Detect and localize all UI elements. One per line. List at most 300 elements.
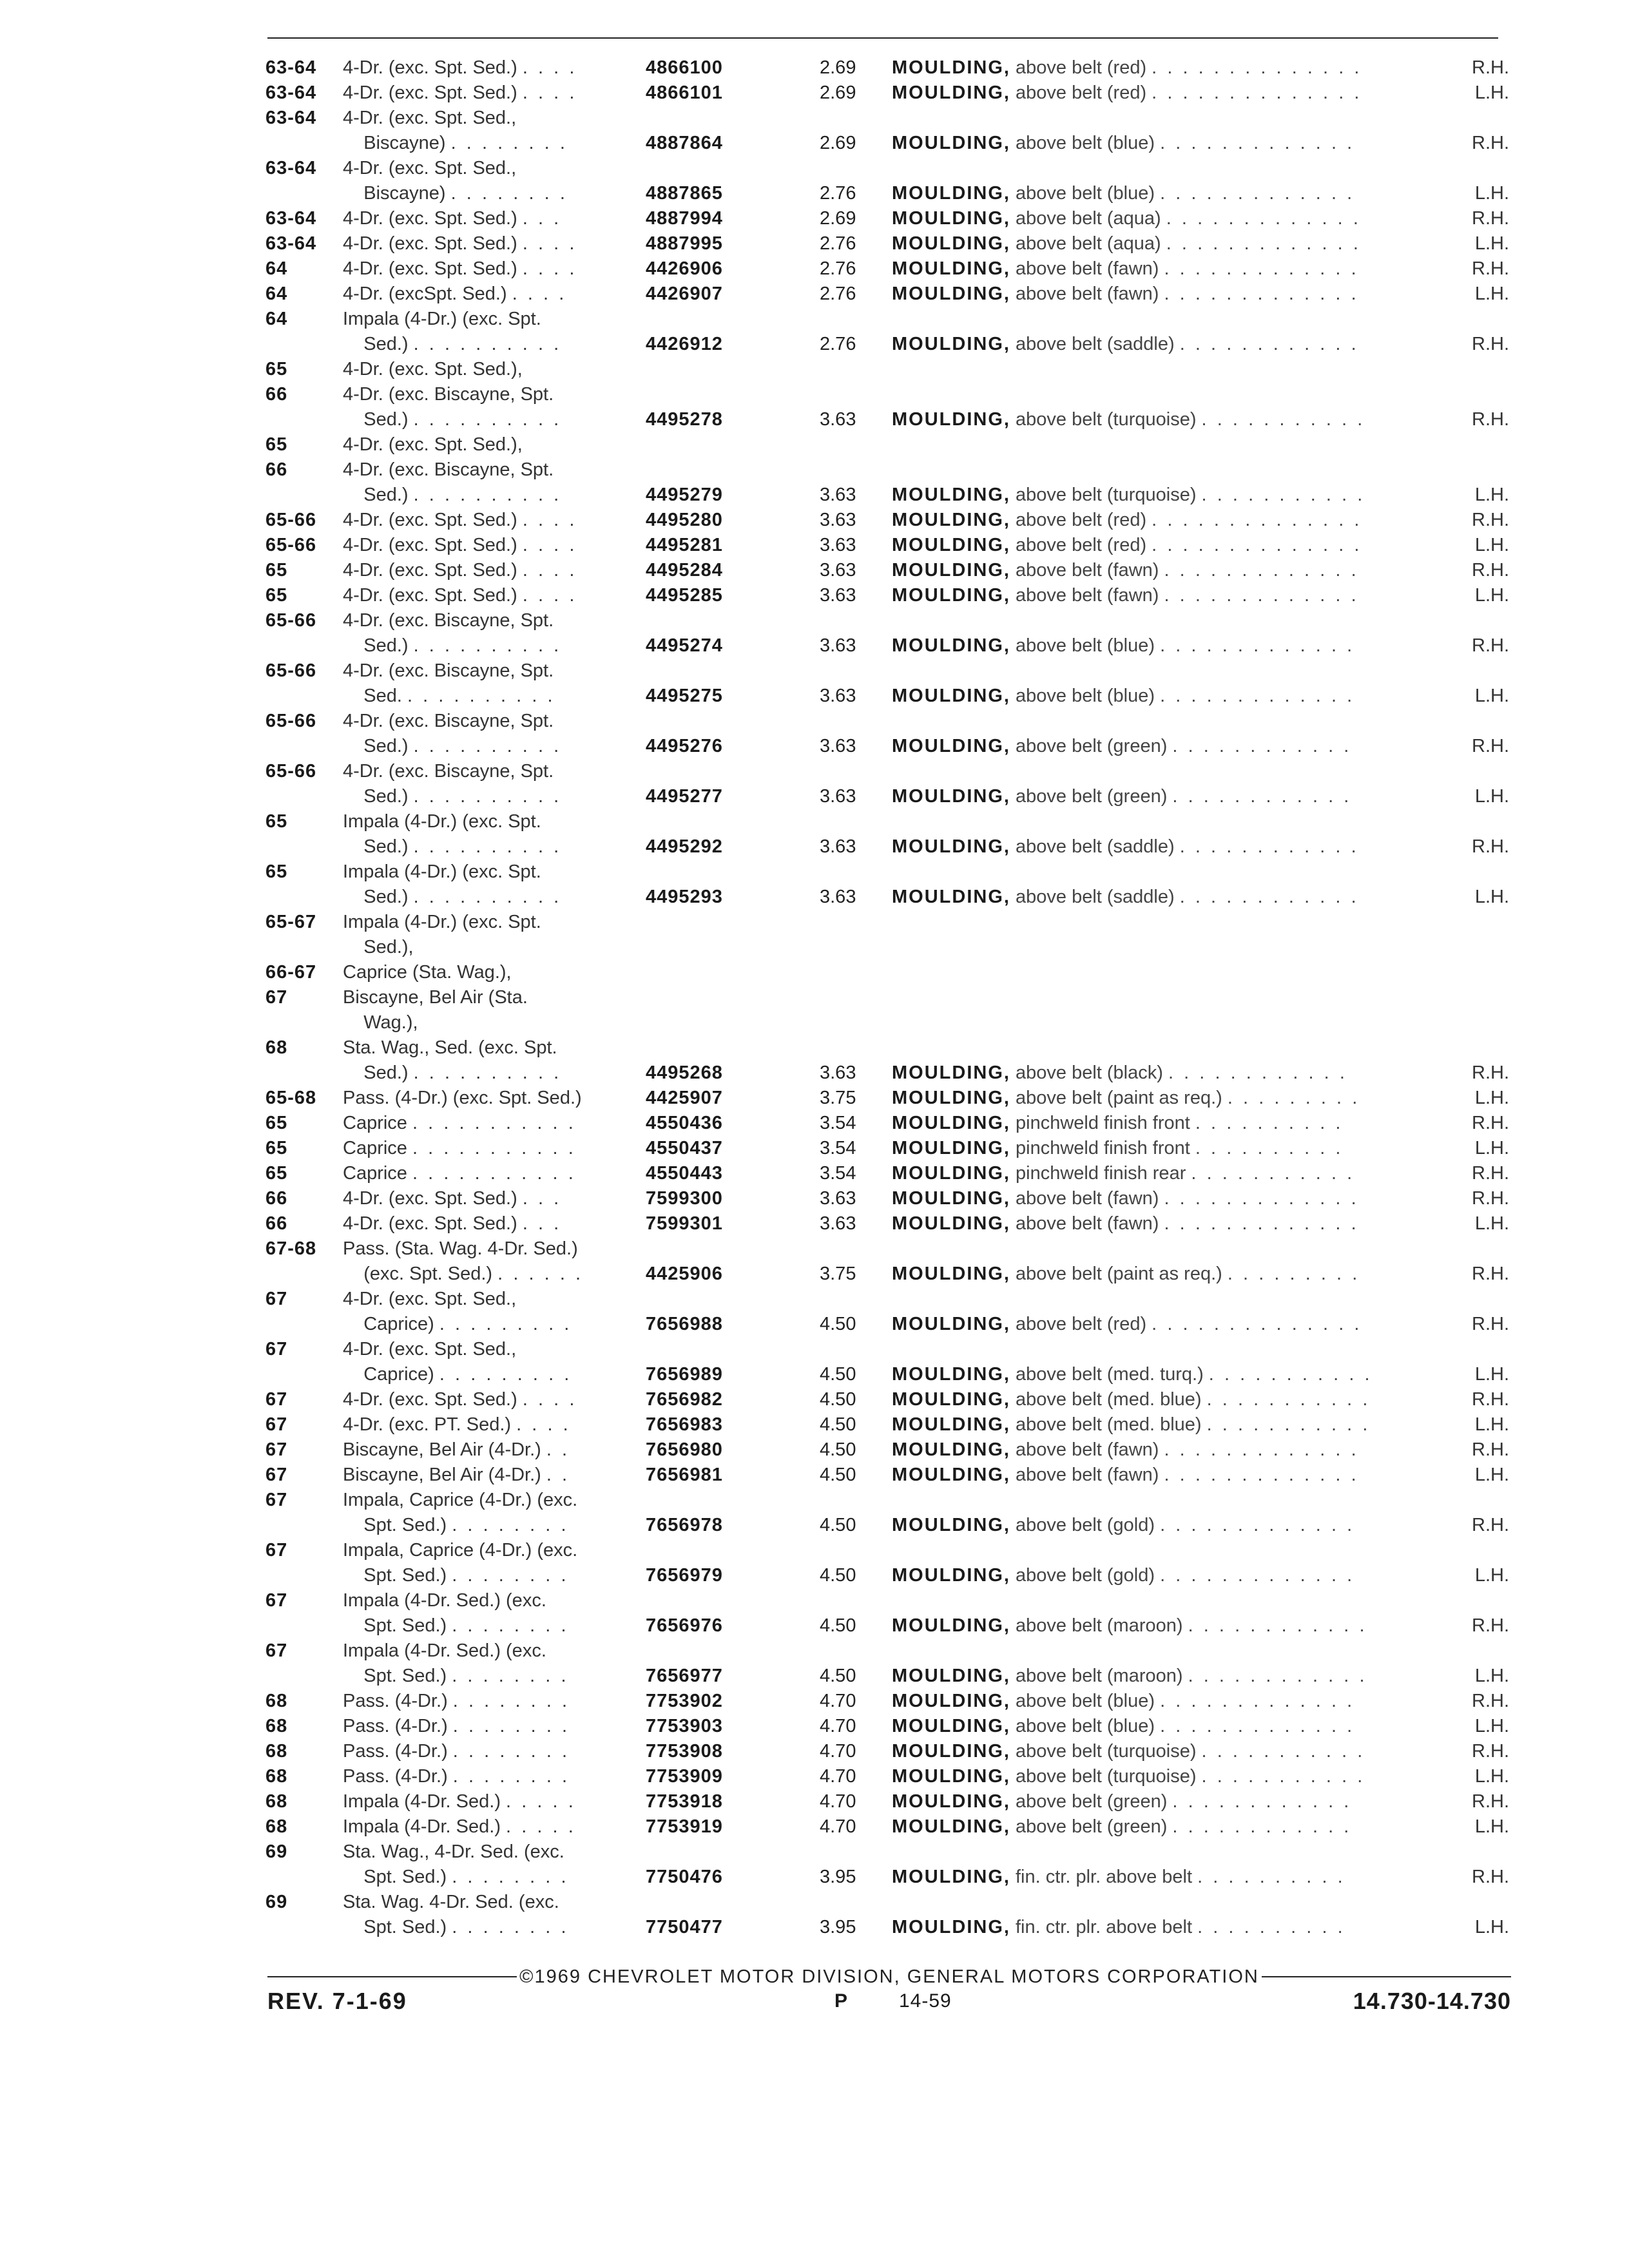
side-designation: R.H. bbox=[1472, 1615, 1509, 1636]
part-number: 4887864 bbox=[646, 133, 723, 153]
part-description bbox=[892, 181, 1438, 206]
table-row bbox=[265, 709, 1509, 734]
model-year: 66-67 bbox=[265, 962, 317, 983]
price: 4.50 bbox=[820, 1314, 856, 1334]
table-row bbox=[265, 1236, 1509, 1262]
part-number bbox=[646, 1538, 820, 1563]
price: 4.70 bbox=[820, 1766, 856, 1787]
price: 4.70 bbox=[820, 1691, 856, 1711]
part-name: MOULDING, bbox=[892, 1439, 1010, 1460]
table-row bbox=[265, 608, 1509, 633]
model-year bbox=[265, 1262, 343, 1287]
model-year: 65-68 bbox=[265, 1088, 317, 1108]
part-name: MOULDING, bbox=[892, 1314, 1010, 1334]
part-number: 4426912 bbox=[646, 334, 723, 354]
table-row bbox=[265, 1613, 1509, 1639]
part-number: 4495281 bbox=[646, 535, 723, 555]
part-detail: above belt (red) . . . . . . . . . . . . . . bbox=[1010, 57, 1360, 78]
part-number: 7656976 bbox=[646, 1615, 723, 1636]
part-name: MOULDING, bbox=[892, 635, 1010, 656]
part-detail: above belt (fawn) . . . . . . . . . . . . . bbox=[1010, 1213, 1356, 1234]
side-designation bbox=[1438, 658, 1509, 684]
side-designation bbox=[1438, 1337, 1509, 1362]
model-description: Sed.) . . . . . . . . . . bbox=[343, 887, 559, 907]
side-designation: L.H. bbox=[1474, 1666, 1509, 1686]
part-description bbox=[892, 1312, 1438, 1337]
table-row bbox=[265, 1387, 1509, 1412]
model-description: Spt. Sed.) . . . . . . . . bbox=[343, 1565, 566, 1586]
part-description bbox=[892, 1010, 1438, 1035]
price bbox=[820, 960, 892, 985]
part-number bbox=[646, 1287, 820, 1312]
price: 3.63 bbox=[820, 535, 856, 555]
model-description: 4-Dr. (exc. Biscayne, Spt. bbox=[343, 459, 554, 480]
model-year: 66 bbox=[265, 1213, 288, 1234]
part-description bbox=[892, 1287, 1438, 1312]
side-designation bbox=[1438, 1287, 1509, 1312]
part-description bbox=[892, 684, 1438, 709]
side-designation: R.H. bbox=[1472, 836, 1509, 857]
table-row bbox=[265, 583, 1509, 608]
table-row bbox=[265, 834, 1509, 860]
part-number: 7599300 bbox=[646, 1188, 723, 1209]
part-detail: above belt (gold) . . . . . . . . . . . . . bbox=[1010, 1565, 1353, 1586]
part-name: MOULDING, bbox=[892, 284, 1010, 304]
side-designation: R.H. bbox=[1472, 133, 1509, 153]
part-number bbox=[646, 357, 820, 382]
part-number: 7753908 bbox=[646, 1741, 723, 1762]
table-row bbox=[265, 1086, 1509, 1111]
part-description bbox=[892, 106, 1438, 131]
part-number bbox=[646, 156, 820, 181]
part-name: MOULDING, bbox=[892, 1565, 1010, 1586]
part-detail: above belt (blue) . . . . . . . . . . . . . bbox=[1010, 183, 1353, 204]
model-description: Pass. (4-Dr.) (exc. Spt. Sed.) bbox=[343, 1088, 582, 1108]
side-designation bbox=[1438, 357, 1509, 382]
price: 3.63 bbox=[820, 686, 856, 706]
part-number: 4495275 bbox=[646, 686, 723, 706]
part-description bbox=[892, 1513, 1438, 1538]
side-designation: R.H. bbox=[1472, 1062, 1509, 1083]
price bbox=[820, 1538, 892, 1563]
side-designation bbox=[1438, 759, 1509, 784]
part-number bbox=[646, 860, 820, 885]
part-name: MOULDING, bbox=[892, 1264, 1010, 1284]
model-description: Sta. Wag., 4-Dr. Sed. (exc. bbox=[343, 1841, 564, 1862]
model-description: 4-Dr. (exc. Spt. Sed., bbox=[343, 158, 517, 178]
side-designation: L.H. bbox=[1474, 1414, 1509, 1435]
part-number: 4866100 bbox=[646, 57, 723, 78]
part-number bbox=[646, 382, 820, 407]
model-year bbox=[265, 1061, 343, 1086]
price: 2.69 bbox=[820, 82, 856, 103]
model-year: 67 bbox=[265, 987, 288, 1008]
model-description: Impala (4-Dr. Sed.) (exc. bbox=[343, 1640, 546, 1661]
part-description bbox=[892, 206, 1438, 231]
price: 3.63 bbox=[820, 1062, 856, 1083]
part-detail: above belt (paint as req.) . . . . . . . . . bbox=[1010, 1088, 1358, 1108]
part-description bbox=[892, 1689, 1438, 1714]
part-name: MOULDING, bbox=[892, 686, 1010, 706]
part-number bbox=[646, 985, 820, 1010]
part-number: 4426907 bbox=[646, 284, 723, 304]
part-number bbox=[646, 910, 820, 935]
part-name: MOULDING, bbox=[892, 1691, 1010, 1711]
part-description bbox=[892, 156, 1438, 181]
model-year: 67 bbox=[265, 1439, 288, 1460]
part-description bbox=[892, 608, 1438, 633]
part-description bbox=[892, 457, 1438, 483]
side-designation bbox=[1438, 106, 1509, 131]
part-description bbox=[892, 1563, 1438, 1588]
part-description bbox=[892, 1035, 1438, 1061]
table-row bbox=[265, 684, 1509, 709]
side-designation: R.H. bbox=[1472, 1314, 1509, 1334]
table-row bbox=[265, 734, 1509, 759]
part-number: 7753902 bbox=[646, 1691, 723, 1711]
part-name: MOULDING, bbox=[892, 1666, 1010, 1686]
price: 2.76 bbox=[820, 233, 856, 254]
part-number: 7656982 bbox=[646, 1389, 723, 1410]
table-row bbox=[265, 231, 1509, 256]
table-row bbox=[265, 1463, 1509, 1488]
table-row bbox=[265, 985, 1509, 1010]
table-row bbox=[265, 282, 1509, 307]
model-year bbox=[265, 131, 343, 156]
table-row bbox=[265, 206, 1509, 231]
part-number: 7753909 bbox=[646, 1766, 723, 1787]
price: 3.95 bbox=[820, 1917, 856, 1937]
group-number-range: 14.730-14.730 bbox=[1353, 1988, 1511, 2014]
part-number: 7656977 bbox=[646, 1666, 723, 1686]
part-name: MOULDING, bbox=[892, 1364, 1010, 1385]
model-description: 4-Dr. (exc. Spt. Sed.) . . . . bbox=[343, 258, 575, 279]
part-number bbox=[646, 1890, 820, 1915]
part-number: 7656989 bbox=[646, 1364, 723, 1385]
top-rule bbox=[267, 37, 1498, 39]
model-description: Biscayne, Bel Air (Sta. bbox=[343, 987, 528, 1008]
price: 2.69 bbox=[820, 208, 856, 229]
part-number bbox=[646, 1840, 820, 1865]
part-detail: above belt (black) . . . . . . . . . . . . bbox=[1010, 1062, 1345, 1083]
part-description bbox=[892, 885, 1438, 910]
part-number bbox=[646, 1588, 820, 1613]
part-detail: above belt (fawn) . . . . . . . . . . . . . bbox=[1010, 1465, 1356, 1485]
part-number: 7753903 bbox=[646, 1716, 723, 1736]
table-row bbox=[265, 1639, 1509, 1664]
side-designation bbox=[1438, 156, 1509, 181]
table-row bbox=[265, 508, 1509, 533]
side-designation: L.H. bbox=[1474, 1565, 1509, 1586]
part-name: MOULDING, bbox=[892, 1062, 1010, 1083]
table-row bbox=[265, 1061, 1509, 1086]
part-name: MOULDING, bbox=[892, 208, 1010, 229]
model-year bbox=[265, 1915, 343, 1940]
part-detail: pinchweld finish front . . . . . . . . . . bbox=[1010, 1138, 1341, 1158]
model-description: Biscayne) . . . . . . . . bbox=[343, 183, 565, 204]
model-year bbox=[265, 1010, 343, 1035]
price bbox=[820, 1639, 892, 1664]
part-number bbox=[646, 457, 820, 483]
model-year: 65 bbox=[265, 1113, 288, 1133]
table-row bbox=[265, 910, 1509, 935]
side-designation: L.H. bbox=[1474, 686, 1509, 706]
model-description: Sed.) . . . . . . . . . . bbox=[343, 485, 559, 505]
table-row bbox=[265, 81, 1509, 106]
model-description: Impala (4-Dr. Sed.) . . . . . bbox=[343, 1816, 574, 1837]
model-description: 4-Dr. (exc. Biscayne, Spt. bbox=[343, 711, 554, 731]
price bbox=[820, 709, 892, 734]
part-name: MOULDING, bbox=[892, 887, 1010, 907]
model-description: Caprice) . . . . . . . . . bbox=[343, 1314, 570, 1334]
model-description: 4-Dr. (exc. Biscayne, Spt. bbox=[343, 761, 554, 782]
model-year: 63-64 bbox=[265, 57, 317, 78]
part-description bbox=[892, 1664, 1438, 1689]
table-row bbox=[265, 1538, 1509, 1563]
part-detail: above belt (fawn) . . . . . . . . . . . . . bbox=[1010, 1188, 1356, 1209]
part-detail: above belt (turquoise) . . . . . . . . . . . bbox=[1010, 1766, 1363, 1787]
model-year bbox=[265, 1362, 343, 1387]
table-row bbox=[265, 483, 1509, 508]
part-name: MOULDING, bbox=[892, 1615, 1010, 1636]
model-year: 68 bbox=[265, 1716, 288, 1736]
model-description: Spt. Sed.) . . . . . . . . bbox=[343, 1867, 566, 1887]
part-description bbox=[892, 1639, 1438, 1664]
part-description bbox=[892, 834, 1438, 860]
price bbox=[820, 985, 892, 1010]
side-designation: L.H. bbox=[1474, 284, 1509, 304]
model-description: Impala (4-Dr. Sed.) (exc. bbox=[343, 1590, 546, 1611]
table-row bbox=[265, 55, 1509, 81]
price: 3.63 bbox=[820, 585, 856, 606]
side-designation: R.H. bbox=[1472, 258, 1509, 279]
side-designation: L.H. bbox=[1474, 1213, 1509, 1234]
table-row bbox=[265, 1689, 1509, 1714]
part-name: MOULDING, bbox=[892, 585, 1010, 606]
model-description: 4-Dr. (exc. Biscayne, Spt. bbox=[343, 610, 554, 631]
part-number: 7750477 bbox=[646, 1917, 723, 1937]
side-designation: L.H. bbox=[1474, 1088, 1509, 1108]
part-name: MOULDING, bbox=[892, 57, 1010, 78]
part-description bbox=[892, 1437, 1438, 1463]
part-description bbox=[892, 709, 1438, 734]
table-row bbox=[265, 809, 1509, 834]
part-number: 7753919 bbox=[646, 1816, 723, 1837]
part-name: MOULDING, bbox=[892, 836, 1010, 857]
price bbox=[820, 1287, 892, 1312]
price bbox=[820, 860, 892, 885]
part-detail: above belt (turquoise) . . . . . . . . . . . bbox=[1010, 409, 1363, 430]
model-year: 64 bbox=[265, 309, 288, 329]
model-description: 4-Dr. (exc. Spt. Sed.), bbox=[343, 434, 523, 455]
part-number: 4426906 bbox=[646, 258, 723, 279]
model-year: 65-66 bbox=[265, 535, 317, 555]
price: 3.54 bbox=[820, 1113, 856, 1133]
part-description bbox=[892, 1186, 1438, 1211]
table-row bbox=[265, 1890, 1509, 1915]
model-year: 65-66 bbox=[265, 761, 317, 782]
model-description: Impala, Caprice (4-Dr.) (exc. bbox=[343, 1490, 578, 1510]
part-detail: above belt (red) . . . . . . . . . . . . . . bbox=[1010, 1314, 1360, 1334]
model-description: Pass. (4-Dr.) . . . . . . . . bbox=[343, 1741, 568, 1762]
part-number: 4887995 bbox=[646, 233, 723, 254]
model-year: 65-66 bbox=[265, 510, 317, 530]
page-number: 14-59 bbox=[899, 1990, 952, 2012]
side-designation bbox=[1438, 809, 1509, 834]
part-number: 4495292 bbox=[646, 836, 723, 857]
price: 4.50 bbox=[820, 1414, 856, 1435]
part-number: 4495280 bbox=[646, 510, 723, 530]
model-year bbox=[265, 1865, 343, 1890]
part-number: 7656978 bbox=[646, 1515, 723, 1535]
part-description bbox=[892, 1739, 1438, 1764]
part-number bbox=[646, 759, 820, 784]
model-description: Sed.) . . . . . . . . . . bbox=[343, 635, 559, 656]
table-row bbox=[265, 382, 1509, 407]
part-detail: above belt (aqua) . . . . . . . . . . . . . bbox=[1010, 208, 1358, 229]
model-description: 4-Dr. (exc. PT. Sed.) . . . . bbox=[343, 1414, 568, 1435]
price: 3.63 bbox=[820, 1213, 856, 1234]
model-year: 67 bbox=[265, 1590, 288, 1611]
price: 3.75 bbox=[820, 1088, 856, 1108]
part-description bbox=[892, 1789, 1438, 1814]
side-designation: L.H. bbox=[1474, 1766, 1509, 1787]
part-number: 4495274 bbox=[646, 635, 723, 656]
model-year bbox=[265, 935, 343, 960]
part-detail: above belt (saddle) . . . . . . . . . . . . bbox=[1010, 887, 1356, 907]
table-row bbox=[265, 1814, 1509, 1840]
part-number: 4425906 bbox=[646, 1264, 723, 1284]
model-description: Caprice . . . . . . . . . . . bbox=[343, 1163, 574, 1184]
part-name: MOULDING, bbox=[892, 1791, 1010, 1812]
price bbox=[820, 1840, 892, 1865]
side-designation: R.H. bbox=[1472, 1264, 1509, 1284]
side-designation: L.H. bbox=[1474, 1816, 1509, 1837]
part-detail: above belt (blue) . . . . . . . . . . . . . bbox=[1010, 635, 1353, 656]
part-description bbox=[892, 658, 1438, 684]
side-designation: L.H. bbox=[1474, 535, 1509, 555]
price bbox=[820, 382, 892, 407]
part-number bbox=[646, 935, 820, 960]
side-designation bbox=[1438, 860, 1509, 885]
side-designation: L.H. bbox=[1474, 585, 1509, 606]
side-designation bbox=[1438, 910, 1509, 935]
side-designation: R.H. bbox=[1472, 560, 1509, 581]
model-year: 68 bbox=[265, 1691, 288, 1711]
part-detail: above belt (saddle) . . . . . . . . . . . . bbox=[1010, 836, 1356, 857]
table-row bbox=[265, 432, 1509, 457]
table-row bbox=[265, 1010, 1509, 1035]
part-detail: above belt (green) . . . . . . . . . . . . bbox=[1010, 1791, 1349, 1812]
price: 2.76 bbox=[820, 258, 856, 279]
price bbox=[820, 759, 892, 784]
part-detail: above belt (turquoise) . . . . . . . . . . . bbox=[1010, 1741, 1363, 1762]
price: 2.69 bbox=[820, 57, 856, 78]
page-footer bbox=[267, 1988, 1511, 2016]
model-year bbox=[265, 407, 343, 432]
part-name: MOULDING, bbox=[892, 1213, 1010, 1234]
side-designation bbox=[1438, 985, 1509, 1010]
side-designation: R.H. bbox=[1472, 334, 1509, 354]
part-detail: above belt (green) . . . . . . . . . . . . bbox=[1010, 786, 1349, 807]
model-year: 67 bbox=[265, 1339, 288, 1360]
part-number bbox=[646, 608, 820, 633]
model-description: 4-Dr. (exc. Spt. Sed.) . . . . bbox=[343, 585, 575, 606]
model-year: 65-66 bbox=[265, 660, 317, 681]
model-description: 4-Dr. (exc. Spt. Sed., bbox=[343, 1289, 517, 1309]
part-name: MOULDING, bbox=[892, 1716, 1010, 1736]
part-description bbox=[892, 332, 1438, 357]
part-name: MOULDING, bbox=[892, 1389, 1010, 1410]
table-row bbox=[265, 1840, 1509, 1865]
price: 3.63 bbox=[820, 635, 856, 656]
model-description: Spt. Sed.) . . . . . . . . bbox=[343, 1515, 566, 1535]
part-name: MOULDING, bbox=[892, 1766, 1010, 1787]
part-description bbox=[892, 81, 1438, 106]
part-number: 7656980 bbox=[646, 1439, 723, 1460]
price: 3.54 bbox=[820, 1138, 856, 1158]
table-row bbox=[265, 1865, 1509, 1890]
side-designation bbox=[1438, 382, 1509, 407]
table-row bbox=[265, 960, 1509, 985]
side-designation: R.H. bbox=[1472, 208, 1509, 229]
price: 2.76 bbox=[820, 183, 856, 204]
side-designation bbox=[1438, 935, 1509, 960]
part-description bbox=[892, 533, 1438, 558]
side-designation: L.H. bbox=[1474, 1917, 1509, 1937]
model-description: Impala (4-Dr.) (exc. Spt. bbox=[343, 811, 541, 832]
model-year bbox=[265, 332, 343, 357]
model-description: 4-Dr. (exc. Spt. Sed.) . . . . bbox=[343, 233, 575, 254]
price: 2.76 bbox=[820, 334, 856, 354]
model-description: Impala (4-Dr.) (exc. Spt. bbox=[343, 309, 541, 329]
part-detail: above belt (paint as req.) . . . . . . . . . bbox=[1010, 1264, 1358, 1284]
model-year: 63-64 bbox=[265, 158, 317, 178]
model-description: Impala (4-Dr.) (exc. Spt. bbox=[343, 861, 541, 882]
model-description: Sed. . . . . . . . . . . bbox=[343, 686, 553, 706]
model-year: 65 bbox=[265, 811, 288, 832]
part-name: MOULDING, bbox=[892, 1816, 1010, 1837]
price: 4.50 bbox=[820, 1615, 856, 1636]
part-name: MOULDING, bbox=[892, 560, 1010, 581]
model-year: 68 bbox=[265, 1037, 288, 1058]
table-row bbox=[265, 1161, 1509, 1186]
table-row bbox=[265, 1262, 1509, 1287]
price: 4.70 bbox=[820, 1791, 856, 1812]
part-detail: pinchweld finish front . . . . . . . . . . bbox=[1010, 1113, 1341, 1133]
part-description bbox=[892, 1211, 1438, 1236]
model-year: 69 bbox=[265, 1892, 288, 1912]
model-year bbox=[265, 1312, 343, 1337]
model-description: 4-Dr. (exc. Spt. Sed.) . . . bbox=[343, 208, 559, 229]
part-detail: above belt (fawn) . . . . . . . . . . . . . bbox=[1010, 284, 1356, 304]
table-row bbox=[265, 860, 1509, 885]
side-designation: L.H. bbox=[1474, 1716, 1509, 1736]
part-description bbox=[892, 508, 1438, 533]
model-year: 65 bbox=[265, 861, 288, 882]
part-name: MOULDING, bbox=[892, 1414, 1010, 1435]
model-year: 65 bbox=[265, 560, 288, 581]
price: 4.50 bbox=[820, 1565, 856, 1586]
price: 3.75 bbox=[820, 1264, 856, 1284]
model-year bbox=[265, 633, 343, 658]
side-designation bbox=[1438, 1840, 1509, 1865]
side-designation: R.H. bbox=[1472, 1867, 1509, 1887]
model-year: 65-66 bbox=[265, 610, 317, 631]
part-description bbox=[892, 407, 1438, 432]
model-description: 4-Dr. (exc. Biscayne, Spt. bbox=[343, 384, 554, 405]
part-number bbox=[646, 1035, 820, 1061]
